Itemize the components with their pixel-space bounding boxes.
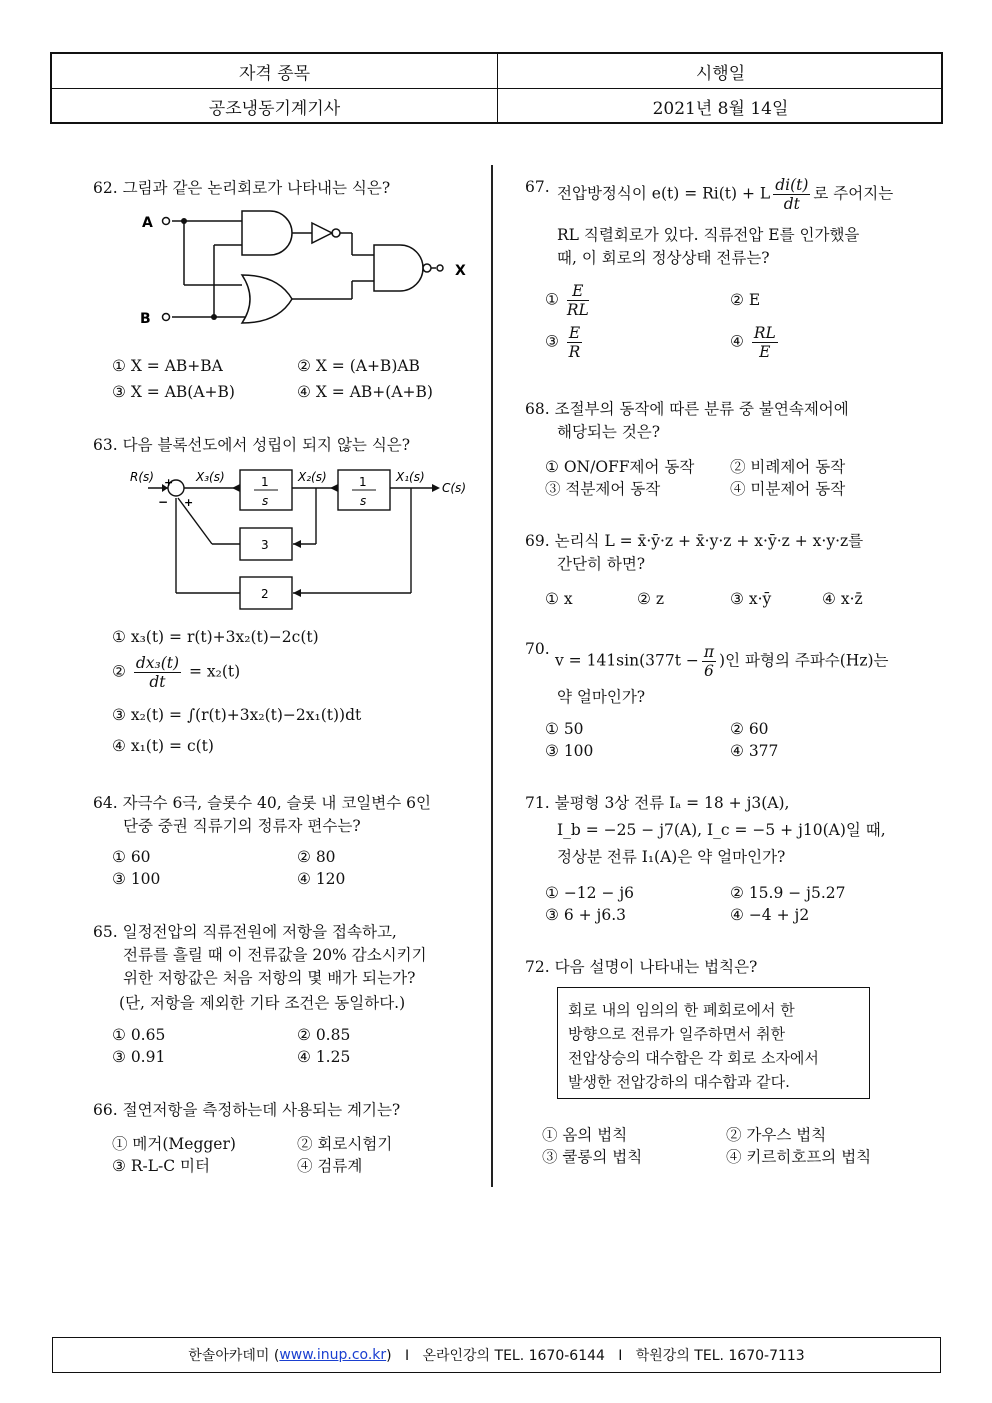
q72-option-1[interactable]: ① 옴의 법칙 — [542, 1126, 628, 1144]
q63-text: 다음 블록선도에서 성립이 되지 않는 식은? — [122, 436, 411, 454]
q72-box-line-3: 전압상승의 대수합은 각 회로 소자에서 — [568, 1049, 819, 1067]
q72-statement-box — [557, 987, 870, 1099]
q63-question — [93, 433, 410, 455]
q62-number: 62. — [93, 179, 118, 197]
q63-number: 63. — [93, 436, 118, 454]
svg-text:+: + — [184, 496, 194, 509]
q67-option-1-den: RL — [566, 301, 589, 319]
q65-line-2: 전류를 흘릴 때 이 전류값을 20% 감소시키기 — [123, 946, 427, 964]
q67-option-1[interactable] — [545, 282, 592, 319]
footer-bar — [52, 1337, 941, 1373]
q64-line-1 — [93, 791, 431, 813]
q68-option-4[interactable]: ④ 미분제어 동작 — [730, 480, 846, 498]
q67-option-1-marker: ① — [545, 290, 559, 309]
column-divider — [491, 165, 493, 1187]
q63-block1-num: 1 — [261, 475, 269, 489]
q69-option-1[interactable]: ① x — [545, 590, 573, 608]
q70-number-text: 70. — [525, 640, 550, 658]
q69-option-4[interactable]: ④ x·z̄ — [822, 590, 863, 608]
q63-block-diagram — [128, 462, 473, 614]
q65-number: 65. — [93, 923, 118, 941]
q65-option-4[interactable]: ④ 1.25 — [297, 1048, 351, 1066]
q62-question — [93, 176, 390, 198]
header-date-value: 2021년 8월 14일 — [652, 98, 789, 119]
q70-frac-den: 6 — [704, 662, 714, 680]
q62-option-4[interactable]: ④ X = AB+(A+B) — [297, 383, 433, 401]
q64-line-2: 단중 중권 직류기의 정류자 편수는? — [123, 817, 361, 835]
q65-line-3: 위한 저항값은 처음 저항의 몇 배가 되는가? — [123, 969, 416, 987]
q70-line-1 — [555, 643, 889, 680]
q70-frac-num: π — [703, 643, 715, 661]
header-table — [50, 52, 943, 124]
q68-option-1[interactable]: ① ON/OFF제어 동작 — [545, 458, 695, 476]
q65-option-1[interactable]: ① 0.65 — [112, 1026, 166, 1044]
q70-option-3[interactable]: ③ 100 — [545, 742, 594, 760]
svg-text:−: − — [158, 495, 169, 509]
q68-option-3[interactable]: ③ 적분제어 동작 — [545, 480, 661, 498]
q71-line-3: 정상분 전류 I₁(A)은 약 얼마인가? — [557, 848, 786, 866]
q64-text-1: 자극수 6극, 슬롯수 40, 슬롯 내 코일변수 6인 — [122, 794, 431, 812]
q63-option-4[interactable]: ④ x₁(t) = c(t) — [112, 737, 214, 755]
q70-number — [525, 640, 550, 658]
q65-text-1: 일정전압의 직류전원에 저항을 접속하고, — [122, 923, 397, 941]
q66-option-2[interactable]: ② 회로시험기 — [297, 1135, 393, 1153]
svg-text:+: + — [164, 476, 174, 489]
q62-option-2[interactable]: ② X = (A+B)AB — [297, 357, 420, 375]
q70-option-4[interactable]: ④ 377 — [730, 742, 779, 760]
q70-text-1a: v = 141sin(377t − — [555, 651, 699, 670]
q72-option-4[interactable]: ④ 키르히호프의 법칙 — [726, 1148, 872, 1166]
q70-line-2: 약 얼마인가? — [557, 688, 646, 706]
q68-line-2: 해당되는 것은? — [557, 423, 661, 441]
q70-text-1b: )인 파형의 주파수(Hz)는 — [719, 651, 889, 670]
q63-label-x3: X₃(s) — [196, 470, 225, 484]
q72-option-2[interactable]: ② 가우스 법칙 — [726, 1126, 827, 1144]
header-row-titles — [52, 54, 941, 89]
q67-line-2: RL 직렬회로가 있다. 직류전압 E를 인가했을 — [557, 226, 860, 244]
q66-option-4[interactable]: ④ 검류계 — [297, 1157, 363, 1175]
q63-label-r: R(s) — [130, 470, 154, 484]
q69-text-1: 논리식 L = x̄·ȳ·z + x̄·y·z + x·ȳ·z + x·y·z를 — [554, 532, 864, 550]
q64-option-3[interactable]: ③ 100 — [112, 870, 161, 888]
q67-option-4[interactable] — [730, 324, 781, 361]
q67-option-2[interactable]: ② E — [730, 291, 761, 309]
q71-option-2[interactable]: ② 15.9 − j5.27 — [730, 884, 846, 902]
header-cert-value: 공조냉동기계기사 — [52, 89, 498, 123]
q69-option-2[interactable]: ② z — [637, 590, 664, 608]
q62-label-a: A — [142, 215, 153, 231]
q65-line-1 — [93, 920, 397, 942]
q71-line-1 — [525, 791, 789, 813]
q62-label-x: X — [455, 263, 466, 279]
q72-box-line-1: 회로 내의 임의의 한 폐회로에서 한 — [568, 1001, 795, 1019]
q63-label-c: C(s) — [442, 481, 466, 495]
q67-text-1a: 전압방정식이 e(t) = Ri(t) + L — [557, 184, 771, 203]
q62-text: 그림과 같은 논리회로가 나타내는 식은? — [122, 179, 391, 197]
footer-academy-name: 한솔아카데미 ( — [188, 1348, 280, 1364]
q72-box-line-4: 발생한 전압강하의 대수합과 같다. — [568, 1073, 790, 1091]
q67-option-3[interactable] — [545, 324, 585, 361]
q63-option-2[interactable] — [112, 654, 240, 691]
q63-option-2-num: dx₃(t) — [135, 654, 180, 672]
q67-option-4-num: RL — [753, 324, 776, 342]
q67-option-3-num: E — [568, 324, 581, 342]
q67-line-1 — [557, 176, 893, 213]
q63-option-3[interactable]: ③ x₂(t) = ∫(r(t)+3x₂(t)−2x₁(t))dt — [112, 706, 362, 724]
q65-line-4: (단, 저항을 제외한 기타 조건은 동일하다.) — [119, 994, 406, 1012]
q72-text: 다음 설명이 나타내는 법칙은? — [554, 958, 758, 976]
header-date-title: 시행일 — [695, 63, 746, 84]
footer-contact-info: ) I 온라인강의 TEL. 1670-6144 I 학원강의 TEL. 1670-7113 — [386, 1348, 805, 1364]
q66-option-3[interactable]: ③ R-L-C 미터 — [112, 1157, 210, 1175]
q69-line-1 — [525, 529, 863, 551]
q63-option-2-rhs: = x₂(t) — [188, 662, 241, 681]
q63-label-x2: X₂(s) — [298, 470, 327, 484]
q71-line-2: I_b = −25 − j7(A), I_c = −5 + j10(A)일 때, — [557, 821, 886, 839]
q62-logic-circuit — [130, 203, 480, 333]
q67-option-4-den: E — [759, 343, 771, 361]
q63-option-1[interactable]: ① x₃(t) = r(t)+3x₂(t)−2c(t) — [112, 628, 319, 646]
q62-label-b: B — [140, 311, 151, 327]
q72-question — [525, 955, 757, 977]
q67-frac-den: dt — [783, 195, 800, 213]
q68-number: 68. — [525, 400, 550, 418]
q71-text-1: 불평형 3상 전류 Iₐ = 18 + j3(A), — [554, 794, 790, 812]
q70-option-2[interactable]: ② 60 — [730, 720, 769, 738]
q72-box-line-2: 방향으로 전류가 일주하면서 취한 — [568, 1025, 786, 1043]
header-cert-title: 자격 종목 — [52, 54, 498, 88]
footer-website-link[interactable]: www.inup.co.kr — [279, 1347, 387, 1363]
q70-option-1[interactable]: ① 50 — [545, 720, 584, 738]
q71-number: 71. — [525, 794, 550, 812]
q68-option-2[interactable]: ② 비례제어 동작 — [730, 458, 846, 476]
q63-block3-gain: 3 — [261, 538, 269, 552]
q67-option-4-marker: ④ — [730, 332, 744, 351]
q68-text-1: 조절부의 동작에 따른 분류 중 불연속제어에 — [554, 400, 849, 418]
header-row-values — [52, 89, 941, 123]
q63-block4-gain: 2 — [261, 587, 269, 601]
q62-option-3[interactable]: ③ X = AB(A+B) — [112, 383, 235, 401]
q64-option-4[interactable]: ④ 120 — [297, 870, 346, 888]
q67-text-1b: 로 주어지는 — [813, 184, 894, 203]
q66-question — [93, 1098, 400, 1120]
q63-block2-den: s — [360, 494, 367, 508]
q72-number: 72. — [525, 958, 550, 976]
q63-option-2-den: dt — [149, 673, 166, 691]
q66-option-1[interactable]: ① 메거(Megger) — [112, 1135, 236, 1153]
q63-block1-den: s — [262, 494, 269, 508]
q67-option-3-marker: ③ — [545, 332, 559, 351]
q62-option-1[interactable]: ① X = AB+BA — [112, 357, 223, 375]
q64-number: 64. — [93, 794, 118, 812]
q63-label-x1: X₁(s) — [396, 470, 425, 484]
q71-option-1[interactable]: ① −12 − j6 — [545, 884, 635, 902]
q71-option-4[interactable]: ④ −4 + j2 — [730, 906, 810, 924]
q65-option-2[interactable]: ② 0.85 — [297, 1026, 351, 1044]
q63-option-2-marker: ② — [112, 662, 126, 681]
q69-line-2: 간단히 하면? — [557, 555, 646, 573]
q64-option-1[interactable]: ① 60 — [112, 848, 151, 866]
q67-number-text: 67. — [525, 178, 550, 196]
q72-option-3[interactable]: ③ 쿨롱의 법칙 — [542, 1148, 643, 1166]
q69-option-3[interactable]: ③ x·ȳ — [730, 590, 772, 608]
q67-option-1-num: E — [567, 282, 589, 301]
q67-option-3-den: R — [568, 343, 581, 361]
q63-block2-num: 1 — [359, 475, 367, 489]
q64-option-2[interactable]: ② 80 — [297, 848, 336, 866]
q66-number: 66. — [93, 1101, 118, 1119]
q68-line-1 — [525, 397, 849, 419]
q67-number — [525, 178, 550, 196]
q69-number: 69. — [525, 532, 550, 550]
q67-line-3: 때, 이 회로의 정상상태 전류는? — [557, 249, 770, 267]
q67-frac-num: di(t) — [775, 176, 809, 194]
q71-option-3[interactable]: ③ 6 + j6.3 — [545, 906, 626, 924]
q65-option-3[interactable]: ③ 0.91 — [112, 1048, 166, 1066]
q66-text: 절연저항을 측정하는데 사용되는 계기는? — [122, 1101, 401, 1119]
